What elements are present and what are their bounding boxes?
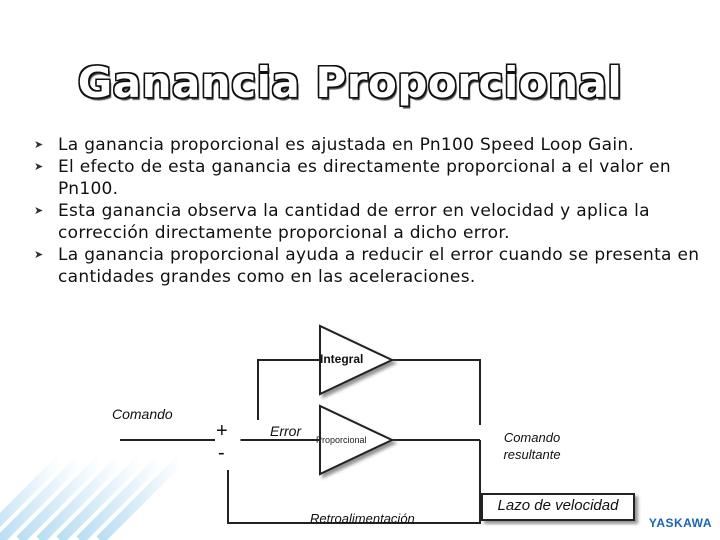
lazo-label: Lazo de velocidad xyxy=(497,497,619,514)
bullet-text: El efecto de esta ganancia es directamente proporcional a el valor en Pn100. xyxy=(58,157,671,199)
proporcional-label: Proporcional xyxy=(316,435,367,445)
slide-title: Ganancia Proporcional xyxy=(77,58,623,107)
retroalimentacion-label: Retroalimentación xyxy=(310,511,415,526)
arrow-bullet-icon: ➤ xyxy=(34,204,44,217)
minus-sign: - xyxy=(218,442,225,464)
bullet-text: La ganancia proporcional ayuda a reducir el error cuando se presenta en cantidades grandes como en las aceleraciones. xyxy=(58,245,700,287)
plus-sign: + xyxy=(216,420,228,442)
bullet-text: La ganancia proporcional es ajustada en Pn100 Speed Loop Gain. xyxy=(58,135,635,155)
error-label: Error xyxy=(270,423,302,439)
comando-resultante-label: Comando resultante xyxy=(503,430,561,462)
arrow-bullet-icon: ➤ xyxy=(34,138,44,151)
yaskawa-logo: YASKAWA xyxy=(648,516,712,530)
bullet-text: Esta ganancia observa la cantidad de error en velocidad y aplica la corrección directamente proporcional a dicho error. xyxy=(58,201,650,243)
comando-label: Comando xyxy=(112,406,173,422)
arrow-bullet-icon: ➤ xyxy=(34,160,44,173)
arrow-bullet-icon: ➤ xyxy=(34,248,44,261)
integral-label: Integral xyxy=(320,352,364,366)
